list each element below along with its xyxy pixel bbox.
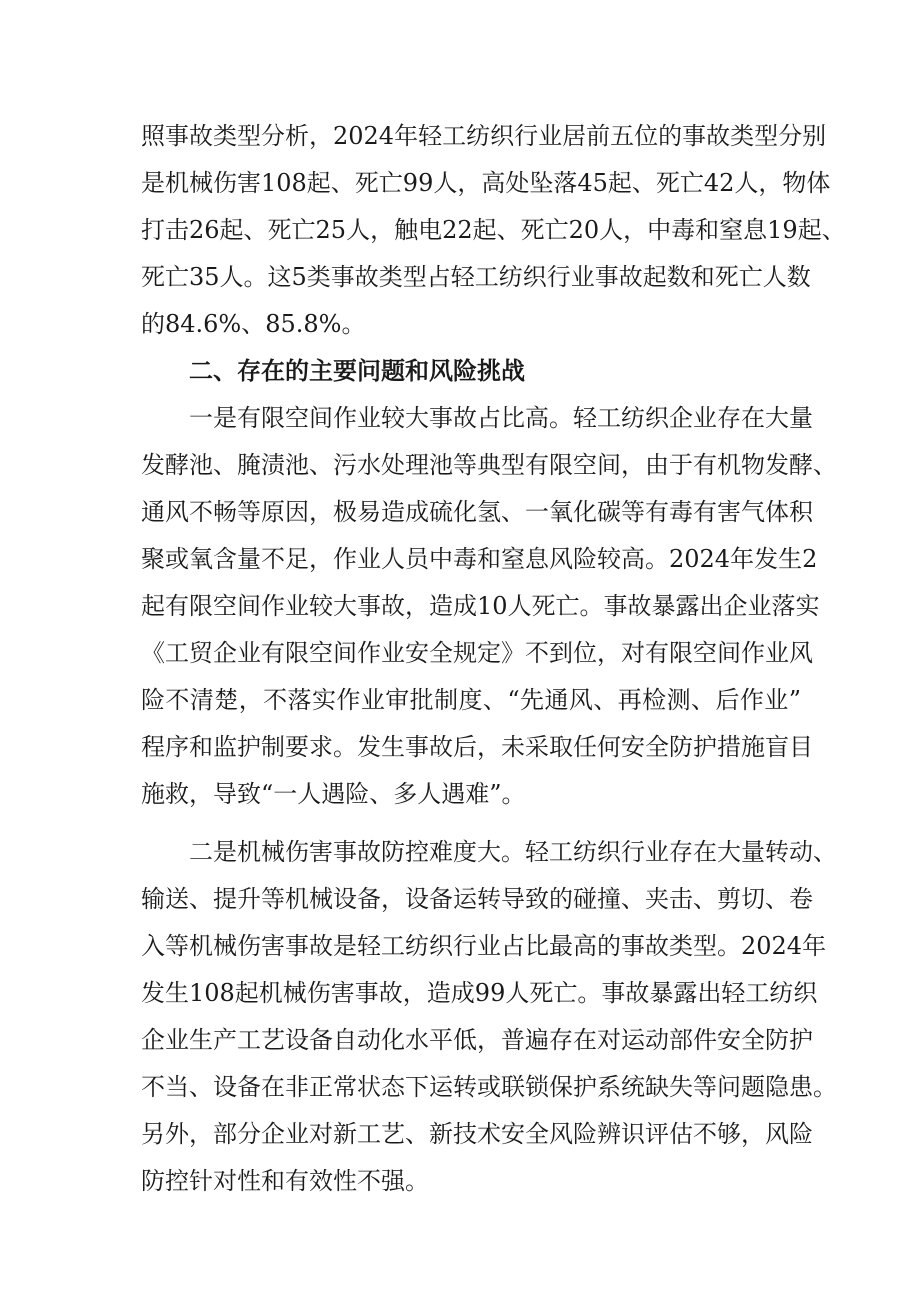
paragraph-line: 聚或氧含量不足，作业人员中毒和窒息风险较高。2024年发生2 — [141, 545, 818, 573]
paragraph-line: 照事故类型分析，2024年轻工纺织行业居前五位的事故类型分别 — [141, 122, 827, 150]
paragraph-line: 程序和监护制要求。发生事故后，未采取任何安全防护措施盲目 — [141, 733, 813, 761]
paragraph-line: 一是有限空间作业较大事故占比高。轻工纺织企业存在大量 — [189, 404, 813, 432]
paragraph-line: 入等机械伤害事故是轻工纺织行业占比最高的事故类型。2024年 — [141, 932, 827, 960]
paragraph-line: 企业生产工艺设备自动化水平低，普遍存在对运动部件安全防护 — [141, 1026, 813, 1054]
paragraph-line: 死亡35人。这5类事故类型占轻工纺织行业事故起数和死亡人数 — [141, 263, 811, 291]
paragraph-line: 施救，导致“一人遇险、多人遇难”。 — [141, 780, 526, 808]
paragraph-line: 发酵池、腌渍池、污水处理池等典型有限空间，由于有机物发酵、 — [141, 451, 837, 479]
paragraph-line: 的84.6%、85.8%。 — [141, 310, 366, 338]
paragraph-line: 发生108起机械伤害事故，造成99人死亡。事故暴露出轻工纺织 — [141, 979, 818, 1007]
paragraph-line: 另外，部分企业对新工艺、新技术安全风险辨识评估不够，风险 — [141, 1120, 813, 1148]
paragraph-line: 输送、提升等机械设备，设备运转导致的碰撞、夹击、剪切、卷 — [141, 885, 813, 913]
paragraph-line: 是机械伤害108起、死亡99人，高处坠落45起、死亡42人，物体 — [141, 169, 831, 197]
section-heading: 二、存在的主要问题和风险挑战 — [189, 357, 525, 385]
paragraph-line: 《工贸企业有限空间作业安全规定》不到位，对有限空间作业风 — [141, 639, 813, 667]
paragraph-line: 二是机械伤害事故防控难度大。轻工纺织行业存在大量转动、 — [189, 838, 837, 866]
paragraph-line: 险不清楚，不落实作业审批制度、“先通风、再检测、后作业” — [141, 686, 801, 714]
paragraph-line: 通风不畅等原因，极易造成硫化氢、一氧化碳等有毒有害气体积 — [141, 498, 813, 526]
paragraph-line: 起有限空间作业较大事故，造成10人死亡。事故暴露出企业落实 — [141, 592, 820, 620]
paragraph-line: 打击26起、死亡25人，触电22起、死亡20人，中毒和窒息19起、 — [141, 216, 846, 244]
paragraph-line: 不当、设备在非正常状态下运转或联锁保护系统缺失等问题隐患。 — [141, 1073, 837, 1101]
paragraph-line: 防控针对性和有效性不强。 — [141, 1167, 429, 1195]
